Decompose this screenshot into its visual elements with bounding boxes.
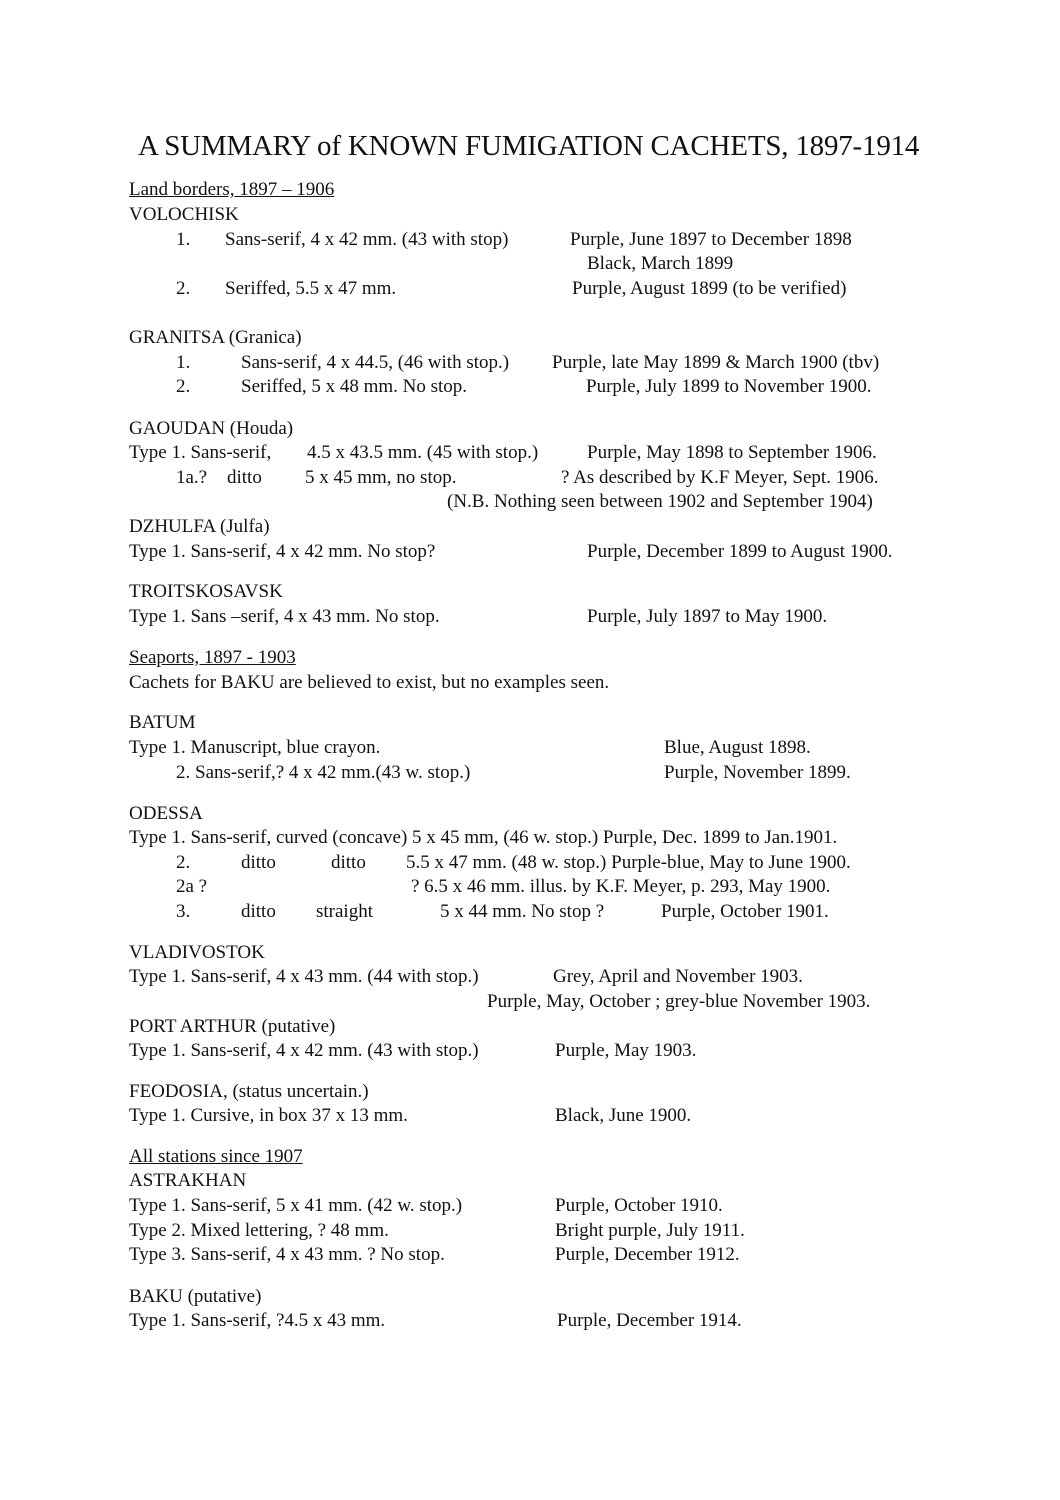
entry-ditto: ditto bbox=[241, 901, 276, 922]
entry-ditto: ditto bbox=[331, 852, 366, 873]
station-gaoudan: GAOUDAN (Houda) bbox=[129, 418, 294, 439]
entry-colour-dates: Purple, July 1899 to November 1900. bbox=[586, 376, 872, 397]
entry-colour-dates: Purple, late May 1899 & March 1900 (tbv) bbox=[552, 352, 880, 373]
entry-description: ? 6.5 x 46 mm. illus. by K.F. Meyer, p. 293, May 1900. bbox=[411, 876, 831, 897]
entry-colour-dates: Purple, May 1898 to September 1906. bbox=[587, 442, 877, 463]
entry-type: Type 1. Sans-serif, bbox=[129, 442, 272, 463]
station-feodosia: FEODOSIA, (status uncertain.) bbox=[129, 1081, 369, 1102]
entry-colour-dates: ? As described by K.F Meyer, Sept. 1906. bbox=[561, 467, 879, 488]
entry-description: 5 x 45 mm, no stop. bbox=[305, 467, 457, 488]
entry-cut: straight bbox=[316, 901, 373, 922]
entry-colour-dates: Purple, May, October ; grey-blue November 1903. bbox=[487, 991, 871, 1012]
entry-colour-dates: Purple, August 1899 (to be verified) bbox=[572, 278, 847, 299]
entry-description: Type 1. Sans-serif, 5 x 41 mm. (42 w. stop.) bbox=[129, 1195, 463, 1216]
entry-colour-dates: Blue, August 1898. bbox=[664, 737, 811, 758]
entry-number: 2. bbox=[176, 376, 191, 397]
station-port-arthur: PORT ARTHUR (putative) bbox=[129, 1016, 336, 1037]
station-volochisk: VOLOCHISK bbox=[129, 204, 239, 225]
entry-description: Sans-serif, 4 x 42 mm. (43 with stop) bbox=[225, 229, 509, 250]
entry-number: 3. bbox=[176, 901, 191, 922]
entry-description: Sans-serif, 4 x 44.5, (46 with stop.) bbox=[241, 352, 510, 373]
entry-colour-dates: Purple, December 1914. bbox=[557, 1310, 742, 1331]
station-troitskosavsk: TROITSKOSAVSK bbox=[129, 581, 283, 602]
entry-description: 4.5 x 43.5 mm. (45 with stop.) bbox=[307, 442, 539, 463]
entry-description: Type 1. Sans-serif, 4 x 42 mm. No stop? bbox=[129, 541, 436, 562]
entry-colour-dates: Black, March 1899 bbox=[587, 253, 734, 274]
entry-colour-dates: Grey, April and November 1903. bbox=[553, 966, 803, 987]
entry-description: 2. Sans-serif,? 4 x 42 mm.(43 w. stop.) bbox=[176, 762, 471, 783]
entry-description: 5 x 44 mm. No stop ? bbox=[440, 901, 605, 922]
section-heading-since-1907: All stations since 1907 bbox=[129, 1146, 303, 1167]
station-astrakhan: ASTRAKHAN bbox=[129, 1170, 247, 1191]
entry-colour-dates: Black, June 1900. bbox=[555, 1105, 692, 1126]
entry-colour-dates: Purple, July 1897 to May 1900. bbox=[587, 606, 828, 627]
entry-description: Type 1. Sans –serif, 4 x 43 mm. No stop. bbox=[129, 606, 440, 627]
entry-description: Type 1. Manuscript, blue crayon. bbox=[129, 737, 381, 758]
station-dzhulfa: DZHULFA (Julfa) bbox=[129, 516, 270, 537]
entry-description: Type 1. Sans-serif, ?4.5 x 43 mm. bbox=[129, 1310, 386, 1331]
entry-number: 1. bbox=[176, 229, 191, 250]
station-baku: BAKU (putative) bbox=[129, 1286, 262, 1307]
entry-description: Type 1. Sans-serif, curved (concave) 5 x 45 mm, (46 w. stop.) Purple, Dec. 1899 to Jan.1901. bbox=[129, 827, 838, 848]
entry-ditto: ditto bbox=[227, 467, 262, 488]
entry-number: 2a ? bbox=[176, 876, 208, 897]
entry-description: Type 1. Sans-serif, 4 x 42 mm. (43 with stop.) bbox=[129, 1040, 479, 1061]
entry-number: 2. bbox=[176, 852, 191, 873]
entry-colour-dates: Purple, May 1903. bbox=[555, 1040, 697, 1061]
entry-colour-dates: Purple, June 1897 to December 1898 bbox=[570, 229, 852, 250]
entry-colour-dates: Purple, December 1912. bbox=[555, 1244, 740, 1265]
section-intro: Cachets for BAKU are believed to exist, but no examples seen. bbox=[129, 672, 610, 693]
entry-colour-dates: Purple, November 1899. bbox=[664, 762, 851, 783]
station-batum: BATUM bbox=[129, 712, 196, 733]
entry-colour-dates: Purple, December 1899 to August 1900. bbox=[587, 541, 893, 562]
station-odessa: ODESSA bbox=[129, 803, 203, 824]
station-granitsa: GRANITSA (Granica) bbox=[129, 327, 302, 348]
page-title: A SUMMARY of KNOWN FUMIGATION CACHETS, 1897-1914 bbox=[138, 130, 920, 162]
entry-number: 2. bbox=[176, 278, 191, 299]
entry-description: Type 2. Mixed lettering, ? 48 mm. bbox=[129, 1220, 389, 1241]
entry-colour-dates: Purple, October 1910. bbox=[555, 1195, 723, 1216]
entry-number: 1a.? bbox=[176, 467, 208, 488]
section-heading-seaports: Seaports, 1897 - 1903 bbox=[129, 647, 296, 668]
entry-description: Seriffed, 5 x 48 mm. No stop. bbox=[241, 376, 468, 397]
entry-colour-dates: Purple, October 1901. bbox=[661, 901, 829, 922]
section-heading-land-borders: Land borders, 1897 – 1906 bbox=[129, 179, 335, 200]
entry-colour-dates: Bright purple, July 1911. bbox=[555, 1220, 745, 1241]
entry-description: 5.5 x 47 mm. (48 w. stop.) Purple-blue, May to June 1900. bbox=[406, 852, 851, 873]
entry-description: Type 3. Sans-serif, 4 x 43 mm. ? No stop. bbox=[129, 1244, 445, 1265]
entry-note: (N.B. Nothing seen between 1902 and September 1904) bbox=[447, 491, 873, 512]
entry-description: Seriffed, 5.5 x 47 mm. bbox=[225, 278, 397, 299]
entry-number: 1. bbox=[176, 352, 191, 373]
entry-description: Type 1. Cursive, in box 37 x 13 mm. bbox=[129, 1105, 408, 1126]
station-vladivostok: VLADIVOSTOK bbox=[129, 942, 265, 963]
entry-description: Type 1. Sans-serif, 4 x 43 mm. (44 with stop.) bbox=[129, 966, 479, 987]
entry-ditto: ditto bbox=[241, 852, 276, 873]
